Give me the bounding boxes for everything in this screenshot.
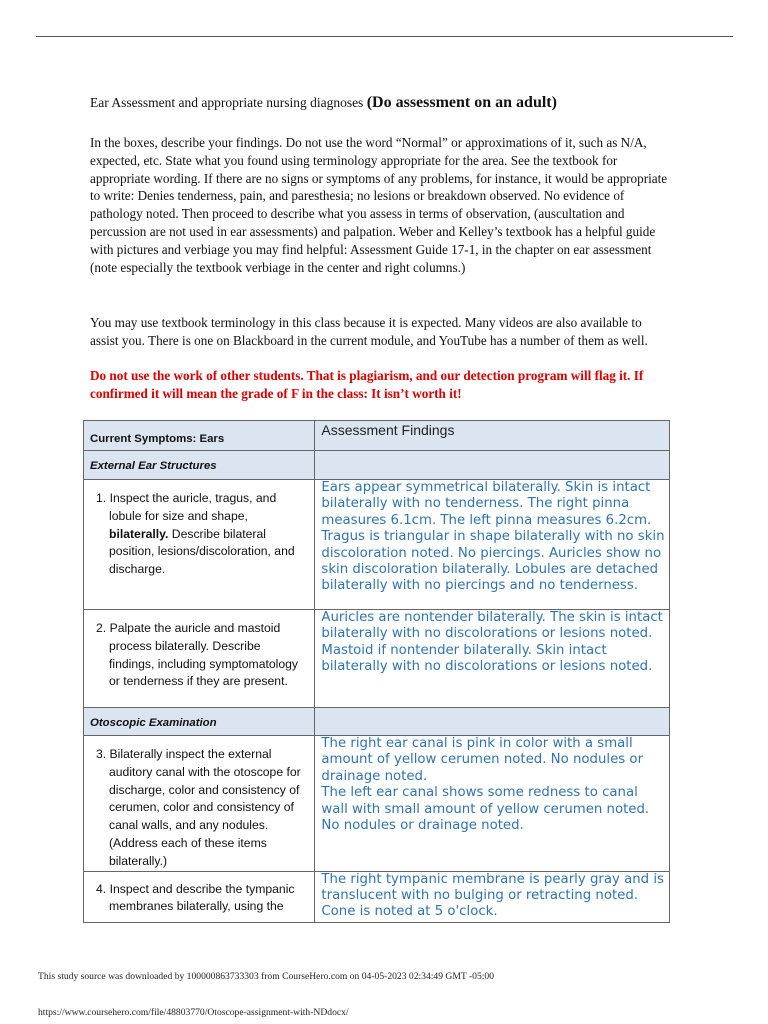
section-external-ear: External Ear Structures	[84, 451, 315, 480]
intro-paragraph: In the boxes, describe your findings. Do not use the word “Normal” or approximations of it, such as N/A, expected, etc. State what you found using terminology appropriate for the area. See the textbook for appropriate wording. If there are no signs or symptoms of any problems, for instance, it would be appropriate to write: Denies tenderness, pain, and paresthesia; no lesions or breakdown observed. No evidence of pathology noted. Then proceed to describe what you assess in terms of observation, (auscultation and percussion are not used in ear assessments) and palpation. Weber and Kelley’s textbook has a helpful guide with pictures and verbiage you may find helpful: Assessment Guide 17-1, in the chapter on ear assessment (note especially the textbook verbiage in the center and right columns.)	[90, 135, 668, 275]
page-heading	[90, 94, 557, 112]
table-row	[84, 610, 670, 708]
question-3	[84, 736, 315, 872]
top-divider	[36, 36, 733, 37]
resources-paragraph: You may use textbook terminology in this class because it is expected. Many videos are also available to assist you. There is one on Blackboard in the current module, and YouTube has a number of them as well.	[90, 315, 648, 348]
section-otoscopic: Otoscopic Examination	[84, 708, 315, 736]
header-current-symptoms: Current Symptoms: Ears	[84, 421, 315, 451]
answer-3-left-ear: The left ear canal shows some redness to canal wall with small amount of yellow cerumen noted. No nodules or drainage noted.	[321, 785, 650, 834]
question-4	[84, 871, 315, 922]
question-4-number: 4.	[96, 881, 107, 896]
question-2-text: Palpate the auricle and mastoid process bilaterally. Describe findings, including symptomatology or tenderness if they are present.	[109, 621, 299, 689]
answer-1-field[interactable]: Ears appear symmetrical bilaterally. Skin is intact bilaterally with no tenderness. The right pinna measures 6.1cm. The left pinna measures 6.2cm. Tragus is triangular in shape bilaterally with no skin discoloration noted. No piercings. Auricles show no skin discoloration bilaterally. Lobules are detached bilaterally with no piercings and no tenderness.	[315, 480, 670, 610]
heading-emphasis: (Do assessment on an adult)	[366, 94, 557, 111]
download-notice: This study source was downloaded by 100000863733303 from CourseHero.com on 04-05-2023 02:34:49 GMT -05:00	[38, 971, 495, 982]
question-1-text: Inspect the auricle, tragus, and lobule for size and shape,	[109, 491, 277, 523]
question-3-text: Bilaterally inspect the external auditory canal with the otoscope for discharge, color and consistency of cerumen, color and consistency of canal walls, and any nodules. (Address each of these items bilaterally.)	[106, 747, 301, 868]
source-url[interactable]: https://www.coursehero.com/file/48803770/Otoscope-assignment-with-NDdocx/	[38, 1007, 349, 1018]
section-otoscopic-empty	[315, 708, 670, 736]
table-row	[84, 871, 670, 922]
question-1-bold: bilaterally.	[109, 526, 169, 541]
question-2	[84, 610, 315, 708]
table-row	[84, 736, 670, 872]
question-1	[84, 480, 315, 610]
header-assessment-findings: Assessment Findings	[315, 421, 670, 451]
question-3-number: 3.	[96, 747, 107, 761]
assessment-table	[83, 420, 670, 923]
answer-4-field[interactable]: The right tympanic membrane is pearly gray and is translucent with no bulging or retracting noted. Cone is noted at 5 o'clock.	[315, 871, 670, 922]
section-external-empty	[315, 451, 670, 480]
question-1-text-after: Describe bilateral position, lesions/discoloration, and discharge.	[109, 526, 295, 577]
plagiarism-warning: Do not use the work of other students. That is plagiarism, and our detection program will flag it. If confirmed it will mean the grade of F in the class: It isn’t worth it!	[90, 368, 644, 401]
section-row-external	[84, 451, 670, 480]
answer-2-field[interactable]: Auricles are nontender bilaterally. The skin is intact bilaterally with no discolorations or lesions noted. Mastoid if nontender bilaterally. Skin intact bilaterally with no discolorations or lesions noted.	[315, 610, 670, 708]
question-2-number: 2.	[96, 621, 107, 635]
table-header-row	[84, 421, 670, 451]
question-4-text: Inspect and describe the tympanic membranes bilaterally, using the	[109, 881, 295, 914]
question-1-number: 1.	[96, 491, 107, 505]
section-row-otoscopic	[84, 708, 670, 736]
table-row	[84, 480, 670, 610]
answer-3-field[interactable]	[315, 736, 670, 872]
heading-text: Ear Assessment and appropriate nursing diagnoses	[90, 95, 367, 110]
answer-3-right-ear: The right ear canal is pink in color with a small amount of yellow cerumen noted. No nodules or drainage noted.	[321, 736, 644, 784]
